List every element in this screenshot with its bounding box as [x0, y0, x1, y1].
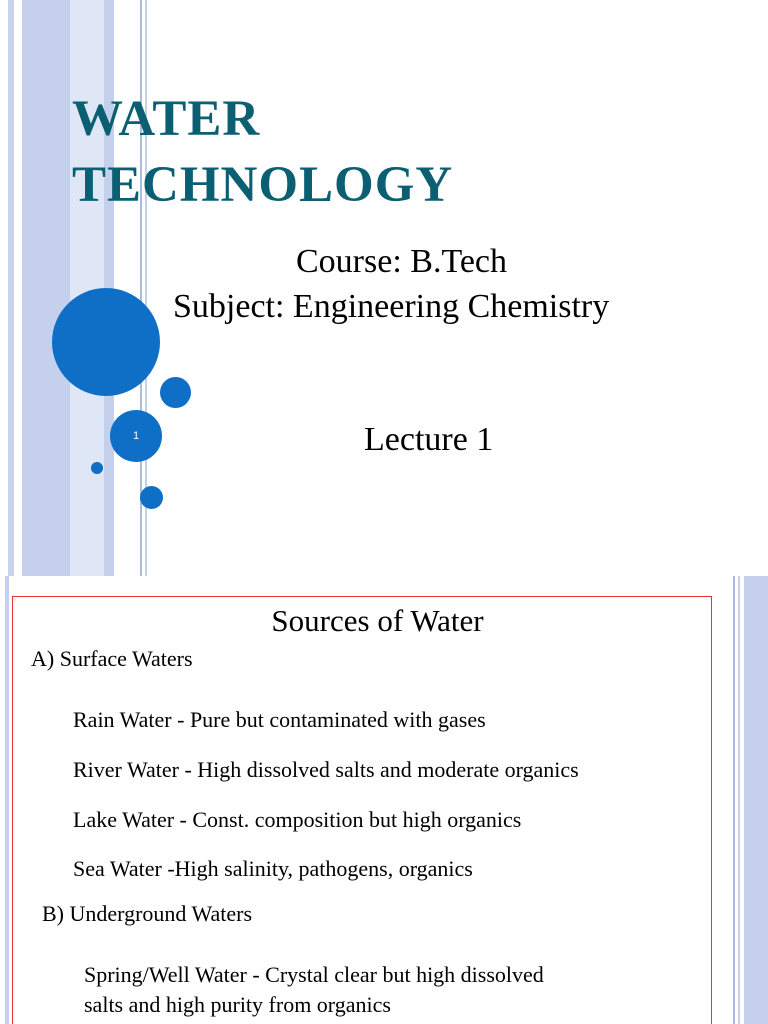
section-heading-surface: A) Surface Waters [31, 646, 193, 671]
small-circle [140, 486, 163, 509]
list-item: Lake Water - Const. composition but high organics [73, 807, 522, 832]
list-item: Sea Water -High salinity, pathogens, organics [73, 856, 473, 881]
title-line-2: TECHNOLOGY [72, 157, 454, 213]
slide-title: Sources of Water [271, 603, 484, 638]
course-text: Course: B.Tech [296, 243, 508, 280]
section-heading-underground: B) Underground Waters [42, 901, 253, 926]
small-circle [160, 377, 191, 408]
list-item-line: salts and high purity from organics [84, 992, 391, 1017]
decor-stripe [744, 576, 768, 1024]
decor-stripe [8, 0, 14, 576]
decor-stripe [5, 576, 9, 1024]
slide-number: 1 [132, 430, 140, 442]
decor-stripe [22, 0, 70, 576]
content-slide [0, 576, 768, 1024]
subject-text: Subject: Engineering Chemistry [173, 288, 610, 325]
decor-stripe [738, 576, 740, 1024]
decor-stripe [733, 576, 735, 1024]
lecture-text: Lecture 1 [364, 421, 494, 458]
list-item: River Water - High dissolved salts and moderate organics [73, 757, 579, 782]
title-line-1: WATER [72, 91, 261, 147]
large-circle [52, 288, 160, 396]
list-item-line: Spring/Well Water - Crystal clear but high dissolved [84, 962, 544, 987]
list-item: Rain Water - Pure but contaminated with gases [73, 707, 486, 732]
tiny-circle [91, 462, 103, 474]
slide-title [72, 86, 453, 218]
